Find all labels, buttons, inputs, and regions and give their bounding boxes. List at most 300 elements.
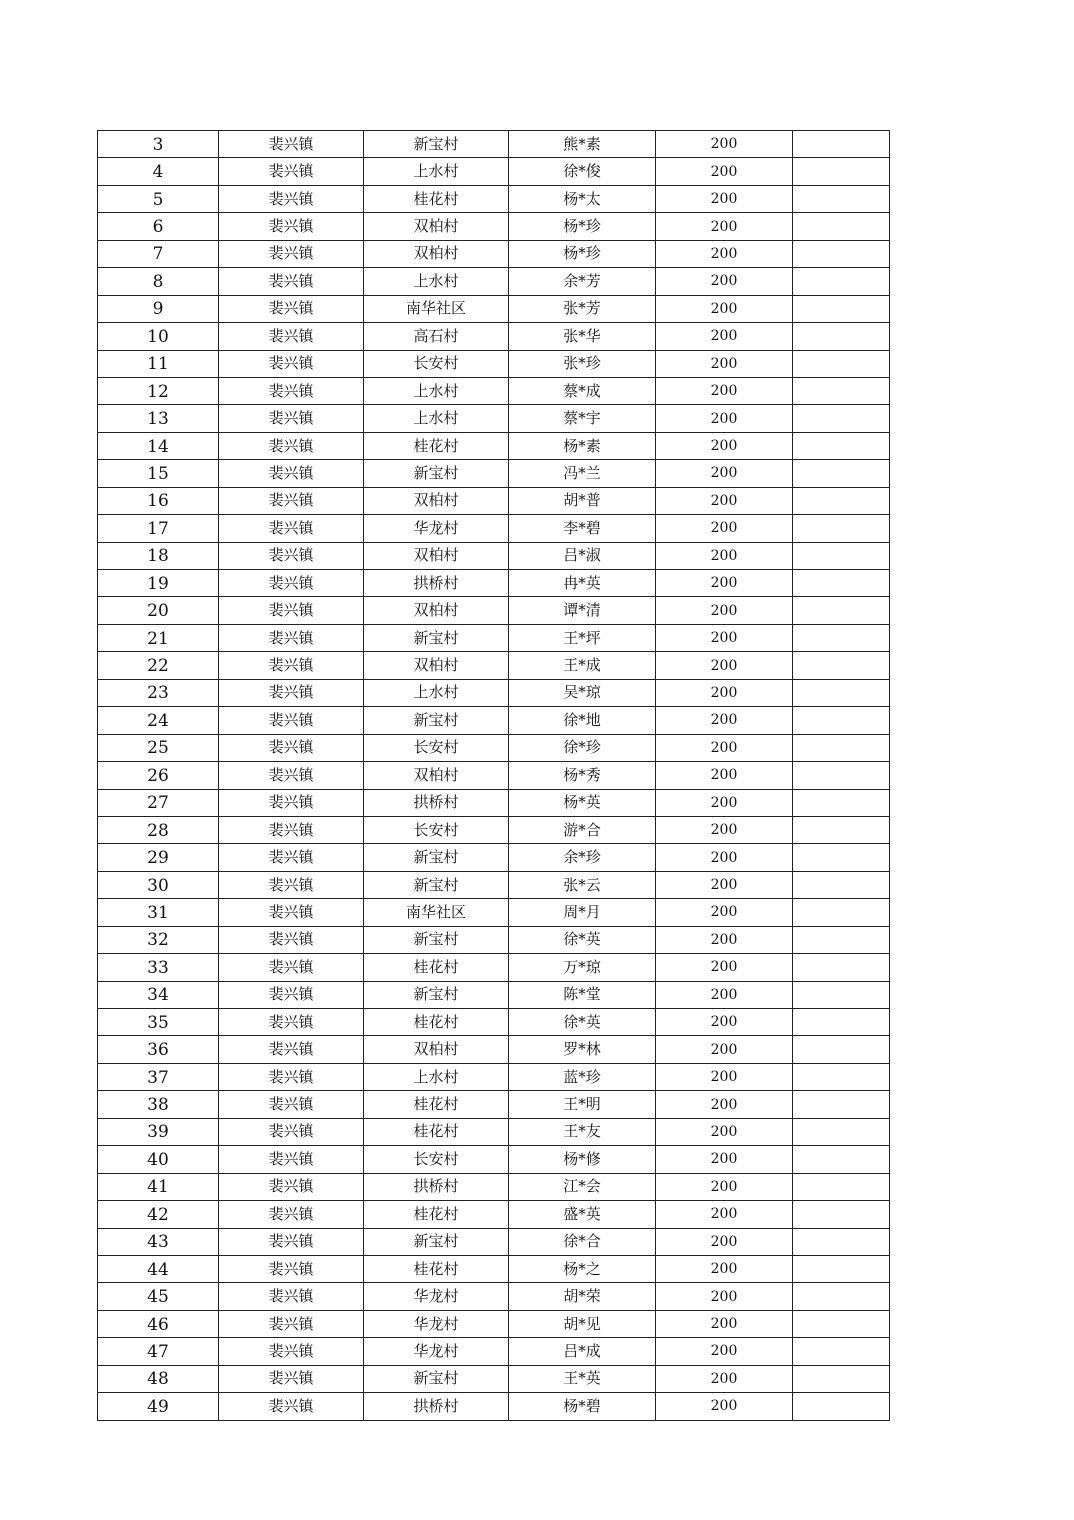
cell-name: 蔡*成 [509, 377, 656, 404]
table-row [98, 734, 890, 761]
cell-village: 双柏村 [364, 542, 509, 569]
table-row [98, 295, 890, 322]
cell-town: 裴兴镇 [219, 1201, 364, 1228]
cell-amount: 200 [656, 1393, 793, 1420]
cell-village: 桂花村 [364, 1255, 509, 1282]
cell-name: 王*明 [509, 1091, 656, 1118]
cell-number: 40 [98, 1146, 219, 1173]
cell-village: 双柏村 [364, 1036, 509, 1063]
cell-amount: 200 [656, 1283, 793, 1310]
cell-number: 25 [98, 734, 219, 761]
table-row [98, 954, 890, 981]
cell-note [793, 981, 890, 1008]
cell-name: 杨*珍 [509, 213, 656, 240]
cell-amount: 200 [656, 213, 793, 240]
cell-town: 裴兴镇 [219, 1338, 364, 1365]
cell-amount: 200 [656, 871, 793, 898]
cell-name: 杨*太 [509, 185, 656, 212]
cell-village: 上水村 [364, 1063, 509, 1090]
cell-village: 南华社区 [364, 899, 509, 926]
table-row [98, 131, 890, 158]
table-row [98, 926, 890, 953]
cell-note [793, 1173, 890, 1200]
cell-town: 裴兴镇 [219, 158, 364, 185]
cell-town: 裴兴镇 [219, 1283, 364, 1310]
cell-town: 裴兴镇 [219, 460, 364, 487]
cell-number: 47 [98, 1338, 219, 1365]
cell-amount: 200 [656, 926, 793, 953]
table-row [98, 323, 890, 350]
cell-note [793, 762, 890, 789]
cell-village: 新宝村 [364, 460, 509, 487]
cell-town: 裴兴镇 [219, 1091, 364, 1118]
cell-town: 裴兴镇 [219, 487, 364, 514]
table-row [98, 350, 890, 377]
cell-amount: 200 [656, 1118, 793, 1145]
cell-name: 蔡*宇 [509, 405, 656, 432]
cell-village: 华龙村 [364, 515, 509, 542]
cell-town: 裴兴镇 [219, 185, 364, 212]
cell-town: 裴兴镇 [219, 295, 364, 322]
cell-name: 周*月 [509, 899, 656, 926]
cell-village: 新宝村 [364, 926, 509, 953]
table-row [98, 158, 890, 185]
table-row [98, 1036, 890, 1063]
table-row [98, 844, 890, 871]
cell-name: 胡*荣 [509, 1283, 656, 1310]
cell-amount: 200 [656, 1063, 793, 1090]
cell-town: 裴兴镇 [219, 542, 364, 569]
cell-note [793, 789, 890, 816]
cell-amount: 200 [656, 1310, 793, 1337]
cell-note [793, 1036, 890, 1063]
cell-town: 裴兴镇 [219, 899, 364, 926]
cell-amount: 200 [656, 734, 793, 761]
cell-name: 王*成 [509, 652, 656, 679]
cell-note [793, 268, 890, 295]
cell-name: 杨*之 [509, 1255, 656, 1282]
cell-note [793, 487, 890, 514]
table-row [98, 624, 890, 651]
cell-amount: 200 [656, 295, 793, 322]
cell-town: 裴兴镇 [219, 597, 364, 624]
cell-note [793, 295, 890, 322]
cell-village: 新宝村 [364, 707, 509, 734]
cell-number: 10 [98, 323, 219, 350]
cell-note [793, 734, 890, 761]
cell-amount: 200 [656, 624, 793, 651]
cell-amount: 200 [656, 350, 793, 377]
cell-amount: 200 [656, 323, 793, 350]
cell-amount: 200 [656, 1365, 793, 1392]
cell-note [793, 1201, 890, 1228]
cell-name: 张*珍 [509, 350, 656, 377]
cell-village: 长安村 [364, 350, 509, 377]
cell-amount: 200 [656, 1146, 793, 1173]
cell-name: 吴*琼 [509, 679, 656, 706]
table-row [98, 707, 890, 734]
table-row [98, 432, 890, 459]
cell-number: 34 [98, 981, 219, 1008]
table-row [98, 542, 890, 569]
cell-name: 徐*地 [509, 707, 656, 734]
table-row [98, 213, 890, 240]
cell-town: 裴兴镇 [219, 652, 364, 679]
cell-amount: 200 [656, 789, 793, 816]
document-sheet [97, 130, 890, 1421]
table-row [98, 789, 890, 816]
cell-note [793, 1118, 890, 1145]
cell-amount: 200 [656, 1201, 793, 1228]
cell-name: 万*琼 [509, 954, 656, 981]
cell-town: 裴兴镇 [219, 1310, 364, 1337]
cell-amount: 200 [656, 240, 793, 267]
cell-number: 17 [98, 515, 219, 542]
cell-note [793, 624, 890, 651]
cell-name: 胡*普 [509, 487, 656, 514]
cell-number: 16 [98, 487, 219, 514]
table-row [98, 1173, 890, 1200]
cell-number: 42 [98, 1201, 219, 1228]
cell-number: 38 [98, 1091, 219, 1118]
cell-number: 33 [98, 954, 219, 981]
cell-village: 桂花村 [364, 954, 509, 981]
cell-name: 杨*秀 [509, 762, 656, 789]
table-row [98, 240, 890, 267]
cell-number: 44 [98, 1255, 219, 1282]
cell-number: 11 [98, 350, 219, 377]
table-row [98, 1091, 890, 1118]
cell-town: 裴兴镇 [219, 213, 364, 240]
cell-name: 盛*英 [509, 1201, 656, 1228]
table-row [98, 1283, 890, 1310]
cell-town: 裴兴镇 [219, 734, 364, 761]
cell-number: 5 [98, 185, 219, 212]
cell-note [793, 1228, 890, 1255]
cell-number: 14 [98, 432, 219, 459]
cell-name: 杨*珍 [509, 240, 656, 267]
cell-number: 24 [98, 707, 219, 734]
cell-amount: 200 [656, 377, 793, 404]
cell-note [793, 954, 890, 981]
cell-village: 新宝村 [364, 844, 509, 871]
cell-village: 双柏村 [364, 240, 509, 267]
table-row [98, 1146, 890, 1173]
cell-amount: 200 [656, 1338, 793, 1365]
cell-name: 罗*林 [509, 1036, 656, 1063]
cell-name: 徐*英 [509, 1009, 656, 1036]
cell-name: 杨*英 [509, 789, 656, 816]
cell-name: 杨*碧 [509, 1393, 656, 1420]
cell-town: 裴兴镇 [219, 268, 364, 295]
cell-amount: 200 [656, 816, 793, 843]
table-row [98, 762, 890, 789]
cell-note [793, 707, 890, 734]
cell-town: 裴兴镇 [219, 1009, 364, 1036]
cell-amount: 200 [656, 679, 793, 706]
cell-town: 裴兴镇 [219, 1036, 364, 1063]
cell-name: 游*合 [509, 816, 656, 843]
table-row [98, 899, 890, 926]
cell-note [793, 1310, 890, 1337]
cell-number: 29 [98, 844, 219, 871]
cell-village: 桂花村 [364, 1201, 509, 1228]
table-row [98, 981, 890, 1008]
cell-note [793, 323, 890, 350]
cell-name: 熊*素 [509, 131, 656, 158]
cell-note [793, 844, 890, 871]
cell-note [793, 185, 890, 212]
cell-amount: 200 [656, 487, 793, 514]
cell-note [793, 597, 890, 624]
cell-town: 裴兴镇 [219, 789, 364, 816]
cell-town: 裴兴镇 [219, 679, 364, 706]
cell-village: 拱桥村 [364, 1173, 509, 1200]
cell-amount: 200 [656, 981, 793, 1008]
cell-town: 裴兴镇 [219, 844, 364, 871]
cell-village: 南华社区 [364, 295, 509, 322]
cell-village: 上水村 [364, 377, 509, 404]
cell-name: 张*云 [509, 871, 656, 898]
cell-note [793, 1146, 890, 1173]
cell-name: 徐*合 [509, 1228, 656, 1255]
cell-village: 长安村 [364, 1146, 509, 1173]
data-table [97, 130, 890, 1421]
cell-village: 拱桥村 [364, 570, 509, 597]
cell-number: 26 [98, 762, 219, 789]
cell-number: 9 [98, 295, 219, 322]
cell-town: 裴兴镇 [219, 981, 364, 1008]
cell-name: 吕*淑 [509, 542, 656, 569]
cell-village: 桂花村 [364, 1009, 509, 1036]
cell-village: 华龙村 [364, 1338, 509, 1365]
cell-town: 裴兴镇 [219, 926, 364, 953]
cell-note [793, 1063, 890, 1090]
cell-name: 余*芳 [509, 268, 656, 295]
cell-village: 高石村 [364, 323, 509, 350]
cell-note [793, 350, 890, 377]
cell-amount: 200 [656, 1228, 793, 1255]
cell-number: 32 [98, 926, 219, 953]
cell-village: 华龙村 [364, 1283, 509, 1310]
cell-number: 49 [98, 1393, 219, 1420]
cell-town: 裴兴镇 [219, 1393, 364, 1420]
table-row [98, 377, 890, 404]
cell-number: 20 [98, 597, 219, 624]
cell-note [793, 377, 890, 404]
cell-name: 王*英 [509, 1365, 656, 1392]
cell-name: 杨*修 [509, 1146, 656, 1173]
cell-town: 裴兴镇 [219, 954, 364, 981]
cell-name: 李*碧 [509, 515, 656, 542]
cell-town: 裴兴镇 [219, 1365, 364, 1392]
cell-amount: 200 [656, 844, 793, 871]
table-row [98, 597, 890, 624]
cell-village: 拱桥村 [364, 789, 509, 816]
cell-town: 裴兴镇 [219, 432, 364, 459]
cell-number: 22 [98, 652, 219, 679]
cell-number: 45 [98, 1283, 219, 1310]
cell-amount: 200 [656, 158, 793, 185]
cell-amount: 200 [656, 1255, 793, 1282]
cell-amount: 200 [656, 954, 793, 981]
table-row [98, 1228, 890, 1255]
cell-name: 徐*珍 [509, 734, 656, 761]
table-row [98, 679, 890, 706]
cell-amount: 200 [656, 131, 793, 158]
cell-amount: 200 [656, 432, 793, 459]
cell-name: 杨*素 [509, 432, 656, 459]
cell-number: 15 [98, 460, 219, 487]
cell-amount: 200 [656, 268, 793, 295]
cell-number: 48 [98, 1365, 219, 1392]
table-row [98, 570, 890, 597]
cell-name: 胡*见 [509, 1310, 656, 1337]
cell-number: 6 [98, 213, 219, 240]
cell-note [793, 1393, 890, 1420]
cell-village: 华龙村 [364, 1310, 509, 1337]
cell-note [793, 405, 890, 432]
table-row [98, 652, 890, 679]
cell-town: 裴兴镇 [219, 570, 364, 597]
cell-name: 徐*英 [509, 926, 656, 953]
cell-village: 双柏村 [364, 213, 509, 240]
cell-village: 新宝村 [364, 1228, 509, 1255]
cell-number: 37 [98, 1063, 219, 1090]
cell-name: 冉*英 [509, 570, 656, 597]
table-row [98, 268, 890, 295]
cell-village: 拱桥村 [364, 1393, 509, 1420]
cell-village: 长安村 [364, 816, 509, 843]
cell-amount: 200 [656, 185, 793, 212]
cell-amount: 200 [656, 570, 793, 597]
cell-village: 新宝村 [364, 131, 509, 158]
table-body [98, 131, 890, 1421]
cell-village: 桂花村 [364, 1091, 509, 1118]
cell-town: 裴兴镇 [219, 323, 364, 350]
cell-village: 桂花村 [364, 185, 509, 212]
cell-note [793, 131, 890, 158]
cell-amount: 200 [656, 1009, 793, 1036]
table-row [98, 1009, 890, 1036]
cell-name: 蓝*珍 [509, 1063, 656, 1090]
cell-note [793, 460, 890, 487]
cell-name: 谭*清 [509, 597, 656, 624]
table-row [98, 1063, 890, 1090]
table-row [98, 487, 890, 514]
cell-amount: 200 [656, 460, 793, 487]
cell-note [793, 240, 890, 267]
cell-name: 冯*兰 [509, 460, 656, 487]
cell-village: 上水村 [364, 405, 509, 432]
cell-number: 7 [98, 240, 219, 267]
table-row [98, 405, 890, 432]
cell-amount: 200 [656, 1173, 793, 1200]
cell-amount: 200 [656, 652, 793, 679]
cell-name: 王*坪 [509, 624, 656, 651]
table-row [98, 1393, 890, 1420]
cell-note [793, 1009, 890, 1036]
cell-town: 裴兴镇 [219, 240, 364, 267]
cell-village: 双柏村 [364, 597, 509, 624]
cell-village: 桂花村 [364, 432, 509, 459]
cell-amount: 200 [656, 597, 793, 624]
cell-village: 新宝村 [364, 624, 509, 651]
cell-village: 上水村 [364, 158, 509, 185]
cell-number: 41 [98, 1173, 219, 1200]
table-row [98, 515, 890, 542]
cell-note [793, 432, 890, 459]
cell-name: 吕*成 [509, 1338, 656, 1365]
cell-amount: 200 [656, 1036, 793, 1063]
cell-name: 徐*俊 [509, 158, 656, 185]
cell-amount: 200 [656, 405, 793, 432]
table-row [98, 871, 890, 898]
cell-number: 18 [98, 542, 219, 569]
cell-town: 裴兴镇 [219, 1118, 364, 1145]
cell-number: 30 [98, 871, 219, 898]
cell-amount: 200 [656, 542, 793, 569]
cell-village: 新宝村 [364, 981, 509, 1008]
cell-amount: 200 [656, 707, 793, 734]
cell-note [793, 158, 890, 185]
table-row [98, 1118, 890, 1145]
cell-number: 28 [98, 816, 219, 843]
cell-town: 裴兴镇 [219, 871, 364, 898]
cell-amount: 200 [656, 515, 793, 542]
cell-note [793, 926, 890, 953]
cell-town: 裴兴镇 [219, 762, 364, 789]
cell-village: 新宝村 [364, 1365, 509, 1392]
cell-number: 3 [98, 131, 219, 158]
cell-number: 8 [98, 268, 219, 295]
cell-note [793, 816, 890, 843]
cell-number: 35 [98, 1009, 219, 1036]
cell-note [793, 515, 890, 542]
cell-note [793, 1255, 890, 1282]
cell-note [793, 652, 890, 679]
cell-name: 张*华 [509, 323, 656, 350]
table-row [98, 1338, 890, 1365]
cell-number: 36 [98, 1036, 219, 1063]
cell-town: 裴兴镇 [219, 1063, 364, 1090]
cell-name: 张*芳 [509, 295, 656, 322]
cell-village: 双柏村 [364, 762, 509, 789]
cell-name: 江*会 [509, 1173, 656, 1200]
cell-village: 上水村 [364, 268, 509, 295]
table-row [98, 460, 890, 487]
cell-note [793, 542, 890, 569]
table-row [98, 185, 890, 212]
table-row [98, 1255, 890, 1282]
table-row [98, 1365, 890, 1392]
cell-name: 陈*堂 [509, 981, 656, 1008]
cell-note [793, 679, 890, 706]
cell-name: 王*友 [509, 1118, 656, 1145]
cell-note [793, 1365, 890, 1392]
cell-village: 双柏村 [364, 652, 509, 679]
cell-village: 上水村 [364, 679, 509, 706]
cell-village: 新宝村 [364, 871, 509, 898]
cell-town: 裴兴镇 [219, 707, 364, 734]
cell-number: 39 [98, 1118, 219, 1145]
cell-village: 长安村 [364, 734, 509, 761]
cell-note [793, 1091, 890, 1118]
cell-note [793, 1338, 890, 1365]
cell-town: 裴兴镇 [219, 1146, 364, 1173]
cell-number: 23 [98, 679, 219, 706]
cell-town: 裴兴镇 [219, 350, 364, 377]
